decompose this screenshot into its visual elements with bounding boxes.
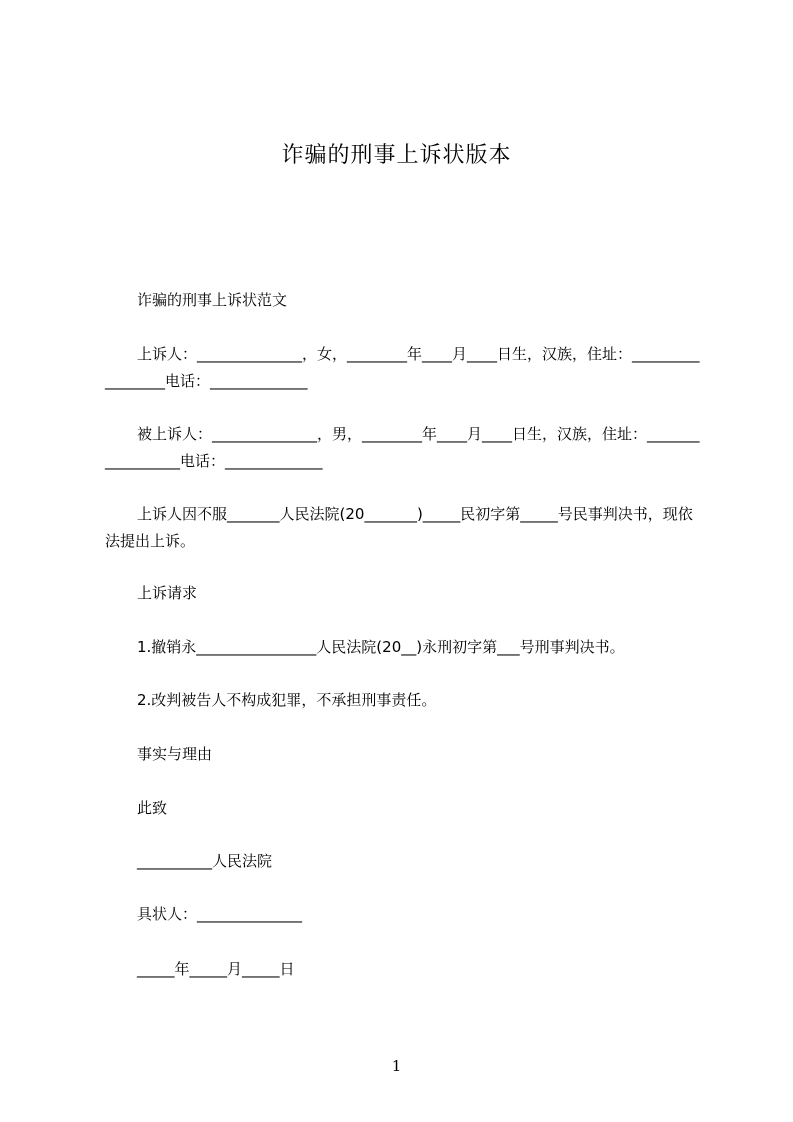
section-heading-facts-reasons: 事实与理由 bbox=[137, 745, 213, 763]
document-title: 诈骗的刑事上诉状版本 bbox=[281, 143, 512, 168]
date-line: _____年_____月_____日 bbox=[137, 960, 295, 978]
section-heading-appeal-request: 上诉请求 bbox=[137, 584, 198, 602]
addressee-court: __________人民法院 bbox=[137, 852, 273, 870]
request-item-2: 2.改判被告人不构成犯罪，不承担刑事责任。 bbox=[137, 691, 437, 709]
paragraph-appellee-info: 被上诉人：______________，男，________年____月____日生，汉族，住址：_________________电话：_____________ bbox=[105, 425, 700, 470]
request-item-1: 1.撤销永________________人民法院(20__)永刑初字第___号刑事判决书。 bbox=[137, 638, 625, 656]
paragraph-appellant-info: 上诉人：______________，女，________年____月____日生，汉族，住址：_________________电话：_____________ bbox=[105, 345, 700, 390]
paragraph-appeal-reason: 上诉人因不服_______人民法院(20_______)_____民初字第_____号民事判决书，现依法提出上诉。 bbox=[105, 505, 693, 550]
page-number: 1 bbox=[391, 1057, 402, 1075]
closing-salutation: 此致 bbox=[137, 799, 168, 817]
signatory-line: 具状人：______________ bbox=[137, 905, 303, 923]
paragraph-sample-heading: 诈骗的刑事上诉状范文 bbox=[137, 291, 288, 309]
